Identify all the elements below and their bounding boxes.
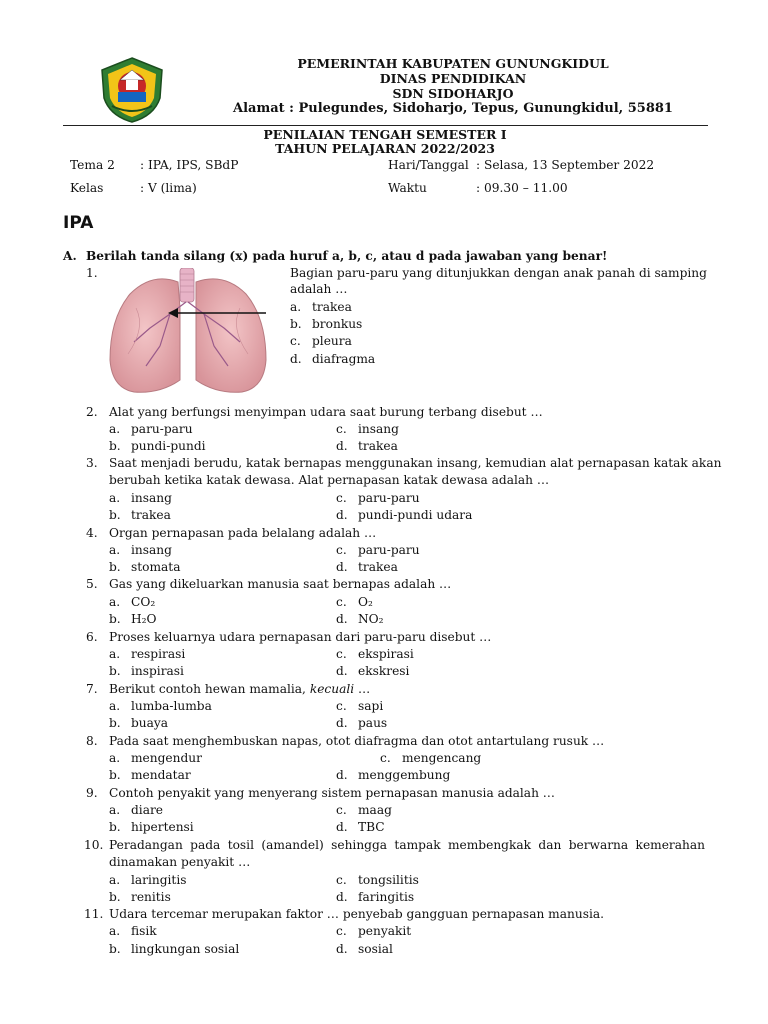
q1-number: 1. <box>86 266 98 280</box>
option-text-b: trakea <box>131 508 171 522</box>
question-text: Saat menjadi berudu, katak bernapas menggunakan insang, kemudian alat pernapasan katak akan <box>109 456 722 470</box>
question-number: 10. <box>84 838 104 852</box>
q1-option-letter: d. <box>290 352 302 366</box>
option-letter-d: d. <box>336 820 348 834</box>
option-letter-a: a. <box>109 699 121 713</box>
option-text-a: mengendur <box>131 751 202 765</box>
option-letter-a: a. <box>109 543 121 557</box>
section-heading: IPA <box>63 213 94 233</box>
option-letter-c: c. <box>336 595 347 609</box>
hari-value: : Selasa, 13 September 2022 <box>476 158 655 172</box>
option-text-c: mengencang <box>402 751 482 765</box>
option-text-b: renitis <box>131 890 171 904</box>
option-text-a: laringitis <box>131 873 187 887</box>
option-letter-a: a. <box>109 924 121 938</box>
option-letter-d: d. <box>336 612 348 626</box>
exam-year: TAHUN PELAJARAN 2022/2023 <box>275 141 495 156</box>
option-text-a: lumba-lumba <box>131 699 212 713</box>
option-letter-b: b. <box>109 439 121 453</box>
q1-option-letter: a. <box>290 300 302 314</box>
option-text-c: O₂ <box>358 595 373 609</box>
question-text-line2: berubah ketika katak dewasa. Alat pernapasan katak dewasa adalah … <box>109 473 550 487</box>
q1-option-text: diafragma <box>312 352 376 366</box>
option-text-c: penyakit <box>358 924 412 938</box>
option-text-b: H₂O <box>131 612 157 626</box>
q1-option-text: bronkus <box>312 317 363 331</box>
option-letter-c: c. <box>336 647 347 661</box>
option-letter-b: b. <box>109 716 121 730</box>
question-text-tail: … <box>354 682 371 696</box>
option-letter-d: d. <box>336 664 348 678</box>
header-divider <box>63 125 708 126</box>
question-text: Proses keluarnya udara pernapasan dari paru-paru disebut … <box>109 630 492 644</box>
option-letter-d: d. <box>336 890 348 904</box>
q1-option-text: pleura <box>312 334 352 348</box>
instruction-text: Berilah tanda silang (x) pada huruf a, b, c, atau d pada jawaban yang benar! <box>86 249 608 263</box>
option-letter-c: c. <box>336 543 347 557</box>
option-text-d: TBC <box>358 820 385 834</box>
option-text-b: buaya <box>131 716 169 730</box>
option-letter-c: c. <box>380 751 391 765</box>
pointer-arrow-icon <box>168 304 268 316</box>
option-letter-b: b. <box>109 820 121 834</box>
option-text-a: paru-paru <box>131 422 193 436</box>
option-text-c: ekspirasi <box>358 647 414 661</box>
tema-value: : IPA, IPS, SBdP <box>140 158 239 172</box>
option-letter-c: c. <box>336 699 347 713</box>
question-number: 4. <box>86 526 98 540</box>
question-text-part: Berikut contoh hewan mamalia, <box>109 682 310 696</box>
option-text-b: lingkungan sosial <box>131 942 240 956</box>
question-text-line2: dinamakan penyakit … <box>109 855 251 869</box>
option-letter-d: d. <box>336 508 348 522</box>
question-number: 5. <box>86 577 98 591</box>
option-text-d: sosial <box>358 942 393 956</box>
question-text <box>109 682 370 696</box>
waktu-value: : 09.30 – 11.00 <box>476 181 568 195</box>
school-title: SDN SIDOHARJO <box>392 86 514 101</box>
option-text-a: respirasi <box>131 647 186 661</box>
option-letter-a: a. <box>109 647 121 661</box>
question-number: 3. <box>86 456 98 470</box>
option-letter-d: d. <box>336 560 348 574</box>
option-text-d: menggembung <box>358 768 451 782</box>
option-letter-a: a. <box>109 803 121 817</box>
option-text-a: insang <box>131 543 172 557</box>
option-letter-a: a. <box>109 751 121 765</box>
gov-title: PEMERINTAH KABUPATEN GUNUNGKIDUL <box>297 56 609 71</box>
option-letter-a: a. <box>109 491 121 505</box>
option-text-b: hipertensi <box>131 820 194 834</box>
regency-logo <box>98 56 166 124</box>
kelas-label: Kelas <box>70 181 104 195</box>
question-text: Pada saat menghembuskan napas, otot diafragma dan otot antartulang rusuk … <box>109 734 605 748</box>
question-text: Udara tercemar merupakan faktor … penyebab gangguan pernapasan manusia. <box>109 907 604 921</box>
q1-option-letter: c. <box>290 334 301 348</box>
option-text-b: mendatar <box>131 768 191 782</box>
option-letter-c: c. <box>336 873 347 887</box>
option-text-d: faringitis <box>358 890 415 904</box>
option-text-b: inspirasi <box>131 664 184 678</box>
option-letter-d: d. <box>336 716 348 730</box>
question-number: 8. <box>86 734 98 748</box>
option-letter-b: b. <box>109 942 121 956</box>
option-letter-c: c. <box>336 803 347 817</box>
option-letter-b: b. <box>109 560 121 574</box>
option-text-c: paru-paru <box>358 491 420 505</box>
waktu-label: Waktu <box>388 181 427 195</box>
option-letter-c: c. <box>336 924 347 938</box>
q1-text-line1: Bagian paru-paru yang ditunjukkan dengan anak panah di samping <box>290 266 707 280</box>
option-text-d: pundi-pundi udara <box>358 508 473 522</box>
option-text-a: insang <box>131 491 172 505</box>
option-letter-b: b. <box>109 612 121 626</box>
option-text-c: sapi <box>358 699 384 713</box>
question-text: Alat yang berfungsi menyimpan udara saat burung terbang disebut … <box>109 405 543 419</box>
question-number: 11. <box>84 907 104 921</box>
option-letter-b: b. <box>109 664 121 678</box>
option-letter-d: d. <box>336 942 348 956</box>
option-text-c: tongsilitis <box>358 873 419 887</box>
q1-option-text: trakea <box>312 300 352 314</box>
option-text-d: NO₂ <box>358 612 384 626</box>
q1-option-letter: b. <box>290 317 302 331</box>
option-letter-a: a. <box>109 595 121 609</box>
option-letter-c: c. <box>336 491 347 505</box>
question-text: Contoh penyakit yang menyerang sistem pernapasan manusia adalah … <box>109 786 555 800</box>
question-number: 6. <box>86 630 98 644</box>
option-text-d: trakea <box>358 560 398 574</box>
option-text-d: ekskresi <box>358 664 410 678</box>
option-letter-a: a. <box>109 422 121 436</box>
question-emphasis: kecuali <box>309 682 355 696</box>
option-text-a: CO₂ <box>131 595 156 609</box>
option-letter-b: b. <box>109 508 121 522</box>
option-letter-b: b. <box>109 890 121 904</box>
instruction-letter: A. <box>63 249 77 263</box>
question-text: Peradangan pada tosil (amandel) sehingga tampak membengkak dan berwarna kemerahan <box>109 838 705 852</box>
kelas-value: : V (lima) <box>140 181 197 195</box>
dept-title: DINAS PENDIDIKAN <box>379 71 527 86</box>
tema-label: Tema 2 <box>70 158 115 172</box>
hari-label: Hari/Tanggal <box>388 158 469 172</box>
question-number: 7. <box>86 682 98 696</box>
option-letter-d: d. <box>336 768 348 782</box>
option-text-a: fisik <box>131 924 157 938</box>
option-text-c: maag <box>358 803 392 817</box>
exam-title: PENILAIAN TENGAH SEMESTER I <box>263 127 507 142</box>
option-text-d: paus <box>358 716 388 730</box>
option-text-c: insang <box>358 422 399 436</box>
option-text-d: trakea <box>358 439 398 453</box>
question-number: 9. <box>86 786 98 800</box>
option-letter-b: b. <box>109 768 121 782</box>
question-number: 2. <box>86 405 98 419</box>
question-text: Organ pernapasan pada belalang adalah … <box>109 526 377 540</box>
option-text-c: paru-paru <box>358 543 420 557</box>
option-text-b: pundi-pundi <box>131 439 206 453</box>
option-text-a: diare <box>131 803 164 817</box>
option-letter-a: a. <box>109 873 121 887</box>
option-text-b: stomata <box>131 560 181 574</box>
option-letter-d: d. <box>336 439 348 453</box>
option-letter-c: c. <box>336 422 347 436</box>
q1-text-line2: adalah … <box>290 282 348 296</box>
school-address: Alamat : Pulegundes, Sidoharjo, Tepus, Gunungkidul, 55881 <box>233 101 673 116</box>
question-text: Gas yang dikeluarkan manusia saat bernapas adalah … <box>109 577 452 591</box>
lungs-image <box>106 268 270 396</box>
